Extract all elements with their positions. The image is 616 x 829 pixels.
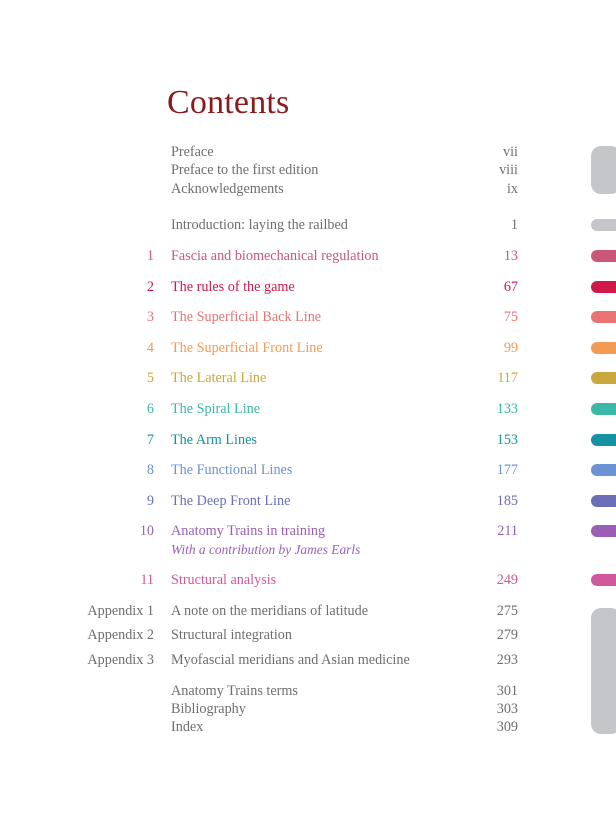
- toc-chapter-2[interactable]: [0, 278, 616, 298]
- chapter-number: 1: [146, 248, 154, 264]
- toc-appendix-1[interactable]: [0, 602, 616, 622]
- chapter-page: 13: [503, 248, 518, 264]
- introduction-tab: [591, 219, 616, 231]
- entry-page: 301: [496, 683, 518, 699]
- entry-page: 1: [510, 217, 518, 233]
- entry-page: vii: [503, 144, 518, 160]
- chapter-page: 75: [503, 309, 518, 325]
- toc-entry-acknowledgements[interactable]: [0, 180, 616, 200]
- chapter-title: The Lateral Line: [171, 370, 267, 386]
- chapter-page: 177: [496, 462, 518, 478]
- chapter-page: 133: [496, 401, 518, 417]
- toc-entry-preface[interactable]: [0, 143, 616, 163]
- entry-label: Acknowledgements: [171, 181, 284, 197]
- toc-entry-introduction[interactable]: [0, 216, 616, 236]
- chapter-number: 4: [146, 340, 154, 356]
- appendix-page: 293: [496, 652, 518, 668]
- chapter-number: 9: [146, 493, 154, 509]
- entry-page: 309: [496, 719, 518, 735]
- front-matter-tab: [591, 146, 616, 194]
- chapter-contributor: With a contribution by James Earls: [171, 542, 361, 557]
- chapter-1-tab: [591, 250, 616, 262]
- toc-chapter-11[interactable]: [0, 571, 616, 591]
- chapter-5-tab: [591, 372, 616, 384]
- appendix-title: A note on the meridians of latitude: [171, 603, 369, 619]
- chapter-number: 7: [146, 432, 154, 448]
- chapter-title: Fascia and biomechanical regulation: [171, 248, 379, 264]
- chapter-number: 10: [139, 523, 154, 539]
- appendix-title: Structural integration: [171, 627, 292, 643]
- chapter-7-tab: [591, 434, 616, 446]
- chapter-number: 3: [146, 309, 154, 325]
- chapter-title: The Superficial Front Line: [171, 340, 323, 356]
- toc-chapter-4[interactable]: [0, 339, 616, 359]
- entry-page: viii: [499, 162, 518, 178]
- chapter-page: 99: [503, 340, 518, 356]
- toc-chapter-9[interactable]: [0, 492, 616, 512]
- page-title: Contents: [167, 84, 290, 121]
- chapter-page: 67: [503, 279, 518, 295]
- chapter-8-tab: [591, 464, 616, 476]
- back-matter-tab: [591, 608, 616, 734]
- appendix-title: Myofascial meridians and Asian medicine: [171, 652, 410, 668]
- chapter-3-tab: [591, 311, 616, 323]
- toc-appendix-2[interactable]: [0, 626, 616, 646]
- chapter-title: Structural analysis: [171, 572, 277, 588]
- toc-chapter-7[interactable]: [0, 431, 616, 451]
- entry-label: Anatomy Trains terms: [171, 683, 298, 699]
- toc-chapter-10[interactable]: [0, 522, 616, 562]
- toc-appendix-3[interactable]: [0, 651, 616, 671]
- chapter-title: The Deep Front Line: [171, 493, 291, 509]
- entry-label: Bibliography: [171, 701, 246, 717]
- chapter-number: 8: [146, 462, 154, 478]
- chapter-number: 5: [146, 370, 154, 386]
- chapter-4-tab: [591, 342, 616, 354]
- chapter-11-tab: [591, 574, 616, 586]
- chapter-page: 153: [496, 432, 518, 448]
- chapter-title: The Functional Lines: [171, 462, 293, 478]
- chapter-2-tab: [591, 281, 616, 293]
- toc-entry-bibliography[interactable]: [0, 700, 616, 720]
- toc-chapter-5[interactable]: [0, 369, 616, 389]
- chapter-10-tab: [591, 525, 616, 537]
- entry-page: 303: [496, 701, 518, 717]
- chapter-title: The Superficial Back Line: [171, 309, 322, 325]
- appendix-number: Appendix 1: [87, 603, 154, 619]
- entry-label: Index: [171, 719, 204, 735]
- appendix-page: 275: [496, 603, 518, 619]
- toc-chapter-1[interactable]: [0, 247, 616, 267]
- entry-label: Preface to the first edition: [171, 162, 319, 178]
- chapter-page: 185: [496, 493, 518, 509]
- toc-chapter-3[interactable]: [0, 308, 616, 328]
- entry-label: Introduction: laying the railbed: [171, 217, 348, 233]
- chapter-title: The rules of the game: [171, 279, 295, 295]
- toc-chapter-8[interactable]: [0, 461, 616, 481]
- appendix-number: Appendix 2: [87, 627, 154, 643]
- chapter-number: 11: [140, 572, 154, 588]
- appendix-page: 279: [496, 627, 518, 643]
- chapter-title: The Arm Lines: [171, 432, 257, 448]
- entry-label: Preface: [171, 144, 214, 160]
- chapter-number: 6: [146, 401, 154, 417]
- chapter-page: 249: [496, 572, 518, 588]
- toc-entry-anatomy-trains-terms[interactable]: [0, 682, 616, 702]
- toc-entry-index[interactable]: [0, 718, 616, 738]
- chapter-page: 211: [497, 523, 518, 539]
- toc-chapter-6[interactable]: [0, 400, 616, 420]
- chapter-6-tab: [591, 403, 616, 415]
- chapter-number: 2: [146, 279, 154, 295]
- toc-entry-preface-first-edition[interactable]: [0, 161, 616, 181]
- chapter-9-tab: [591, 495, 616, 507]
- chapter-title: The Spiral Line: [171, 401, 261, 417]
- entry-page: ix: [506, 181, 518, 197]
- chapter-title: Anatomy Trains in training: [171, 523, 326, 539]
- appendix-number: Appendix 3: [87, 652, 154, 668]
- chapter-page: 117: [497, 370, 518, 386]
